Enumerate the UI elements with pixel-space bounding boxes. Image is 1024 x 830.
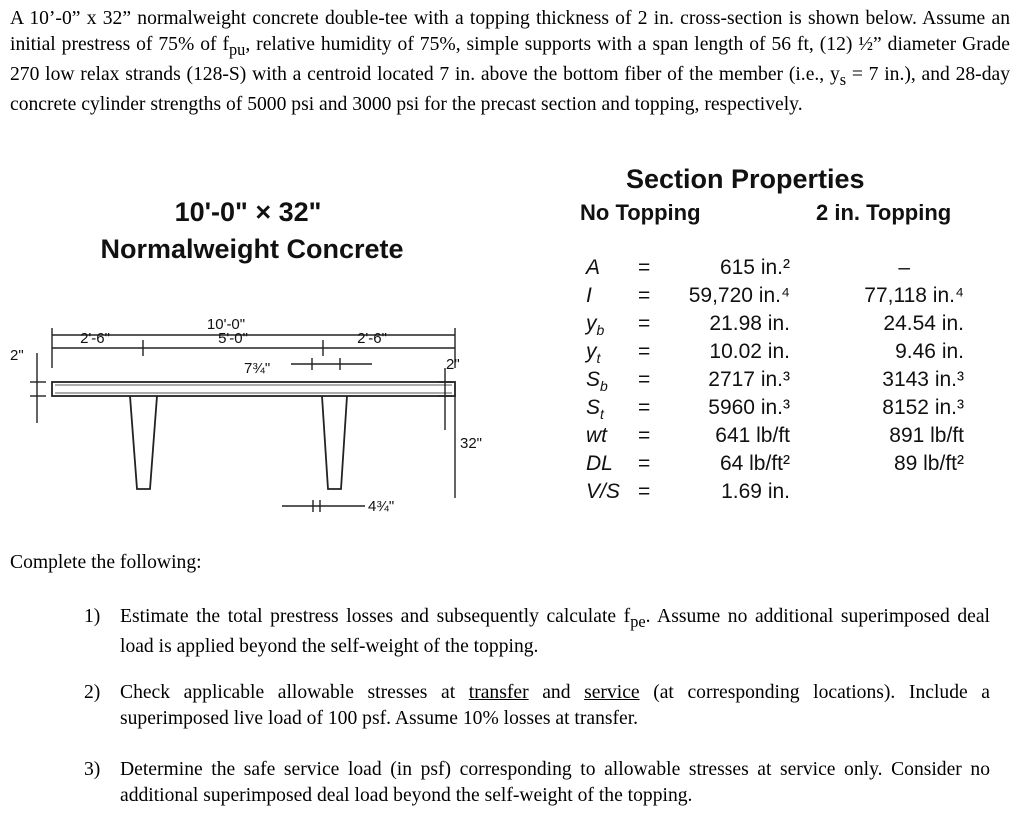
column-header-no-topping: No Topping [580, 200, 701, 225]
subscript-s: s [839, 69, 847, 89]
intro-text-3: = 7 in.), and 28-day concrete cylinder strengths of 5000 psi and 3000 psi for the precast section and topping, respectively. [10, 63, 1010, 116]
dim-total-depth: 32" [460, 435, 483, 452]
intro-text-2: , relative humidity of 75%, simple supports with a span length of 56 ft, (12) ½” diameter Grade 270 low relax strands (128-S) with a centroid located 7 in. above the bottom fiber of the member (i.e., y [10, 33, 1010, 85]
property-row-dead-load: DL = 64 lb/ft² 89 lb/ft² [586, 452, 964, 475]
task-2: 2) Check applicable allowable stresses at transfer and service (at corresponding locations). Include a superimposed live load of 100 psf. Assume 10% losses at transfer. [84, 682, 990, 729]
property-row-st: $S_t$ = 5960 in.³ 8152 in.³ [586, 396, 964, 423]
double-tee-cross-section-diagram [0, 168, 540, 528]
property-row-yb: $y_b$ = 21.98 in. 24.54 in. [586, 312, 964, 339]
dim-overall-width: 10'-0" [206, 316, 246, 333]
dim-right-overhang: 2'-6" [357, 330, 387, 347]
dim-left-overhang: 2'-6" [80, 330, 110, 347]
dim-stem-bottom-width: 4¾" [368, 498, 395, 515]
property-row-volume-surface: V/S = 1.69 in. [586, 480, 790, 503]
task-3: 3) Determine the safe service load (in psf) corresponding to allowable stresses at service only. Consider no additional superimposed deal load beyond the self-weight of the topping. [84, 759, 990, 806]
section-properties-title: Section Properties [626, 164, 865, 194]
problem-statement [10, 6, 1010, 118]
column-header-2in-topping: 2 in. Topping [816, 200, 952, 225]
diagram-title-line1: 10'-0" × 32" [174, 197, 322, 227]
dim-stem-spacing: 5'-0" [218, 330, 248, 347]
dim-flange-thickness-left: 2" [10, 347, 24, 364]
dim-flange-thickness-right: 2" [446, 356, 460, 373]
section-properties-table [560, 160, 1020, 520]
diagram-title-line2: Normalweight Concrete [100, 234, 404, 264]
property-row-sb: $S_b$ = 2717 in.³ 3143 in.³ [586, 368, 964, 395]
property-row-yt: $y_t$ = 10.02 in. 9.46 in. [586, 340, 964, 367]
complete-heading: Complete the following: [10, 552, 202, 573]
intro-text-1: A 10’-0” x 32” normalweight concrete double-tee with a topping thickness of 2 in. cross-section is shown below. Assume an initial prestress of 75% of f [10, 8, 1010, 55]
property-row-inertia: I = 59,720 in.⁴ 77,118 in.⁴ [586, 284, 964, 307]
double-tee-outline [52, 382, 455, 489]
task-1: 1) Estimate the total prestress losses and subsequently calculate $f_{pe}$. Assume no additional superimposed deal load is applied beyond the self-weight of the topping. [84, 606, 990, 658]
subscript-pu: pu [229, 39, 246, 59]
property-row-area: A = 615 in.² – [586, 256, 910, 279]
dimension-lines [30, 328, 455, 512]
dim-stem-top-width: 7¾" [244, 360, 271, 377]
property-row-weight: wt = 641 lb/ft 891 lb/ft [586, 424, 964, 447]
